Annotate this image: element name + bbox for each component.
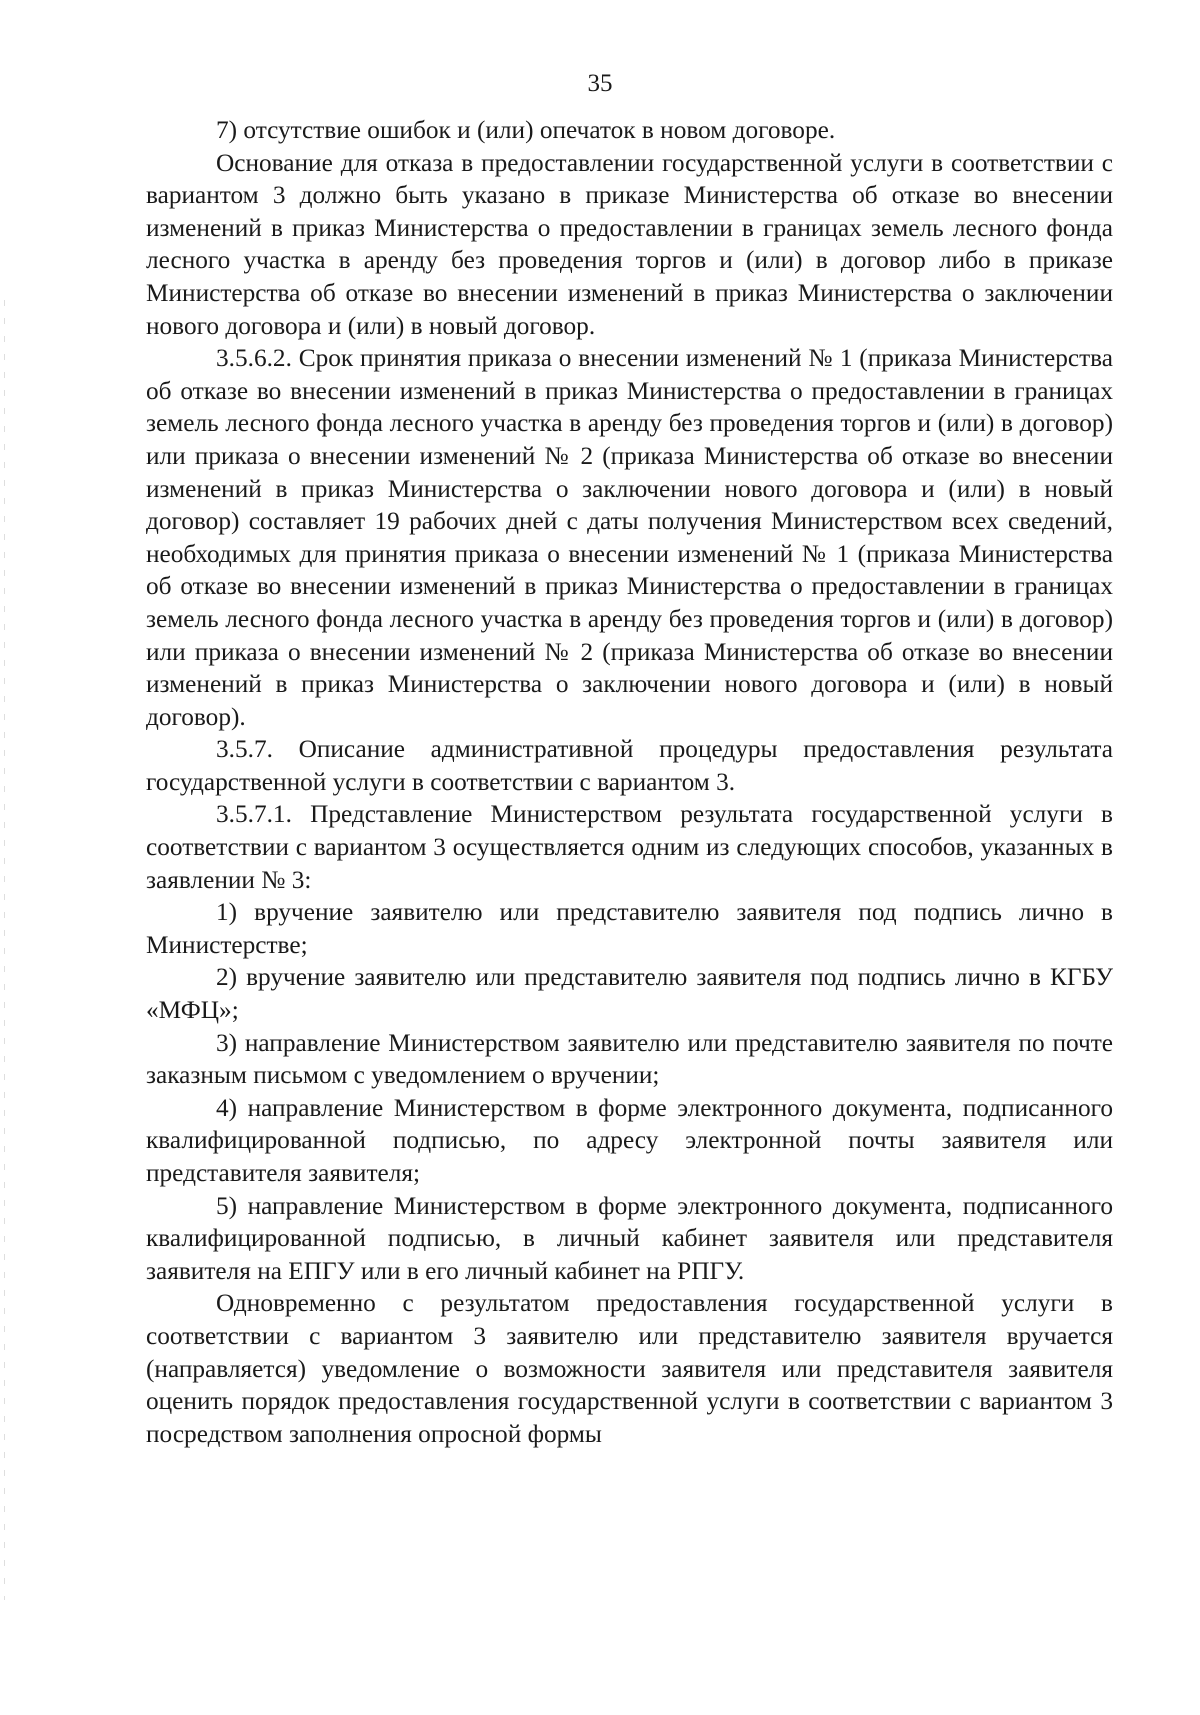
- paragraph-3-5-6-2: 3.5.6.2. Срок принятия приказа о внесении изменений № 1 (приказа Министерства об отказе во внесении изменений в приказ Министерства о предоставлении в границах земель лесного фонда лесного участка в аренду без проведения торгов и (или) в договор) или приказа о внесении изменений № 2 (приказа Министерства об отказе во внесении изменений в приказ Министерства о заключении нового договора и (или) в новый договор) составляет 19 рабочих дней с даты получения Министерством всех сведений, необходимых для принятия приказа о внесении изменений № 1 (приказа Министерства об отказе во внесении изменений в приказ Министерства о предоставлении в границах земель лесного фонда лесного участка в аренду без проведения торгов и (или) в договор) или приказа о внесении изменений № 2 (приказа Министерства об отказе во внесении изменений в приказ Министерства о заключении нового договора и (или) в новый договор).: [146, 344, 1113, 731]
- document-body: [146, 114, 1113, 1450]
- page-number: 35: [587, 70, 613, 97]
- list-item-1: 1) вручение заявителю или представителю заявителя под подпись лично в Министерстве;: [146, 898, 1113, 959]
- paragraph-3-5-7: 3.5.7. Описание административной процедуры предоставления результата государственной услуги в соответствии с вариантом 3.: [146, 735, 1113, 796]
- paragraph-simultaneously: Одновременно с результатом предоставления государственной услуги в соответствии с вариантом 3 заявителю или представителю заявителя вручается (направляется) уведомление о возможности заявителя или представителя заявителя оценить порядок предоставления государственной услуги в соответствии с вариантом 3 посредством заполнения опросной формы: [146, 1289, 1113, 1448]
- list-item-2: 2) вручение заявителю или представителю заявителя под подпись лично в КГБУ «МФЦ»;: [146, 963, 1113, 1025]
- list-item-4: 4) направление Министерством в форме электронного документа, подписанного квалифицированной подписью, по адресу электронной почты заявителя или представителя заявителя;: [146, 1093, 1113, 1187]
- paragraph-3-5-7-1: 3.5.7.1. Представление Министерством результата государственной услуги в соответствии с вариантом 3 осуществляется одним из следующих способов, указанных в заявлении № 3:: [146, 800, 1113, 894]
- list-item-3: 3) направление Министерством заявителю или представителю заявителя по почте заказным письмом с уведомлением о вручении;: [146, 1028, 1113, 1090]
- list-item-5: 5) направление Министерством в форме электронного документа, подписанного квалифицированной подписью, в личный кабинет заявителя или представителя заявителя на ЕПГУ или в его личный кабинет на РПГУ.: [146, 1191, 1113, 1285]
- paragraph-refusal-grounds: Основание для отказа в предоставлении государственной услуги в соответствии с вариантом 3 должно быть указано в приказе Министерства об отказе во внесении изменений в приказ Министерства о предоставлении в границах земель лесного фонда лесного участка в аренду без проведения торгов и (или) в договор либо в приказе Министерства об отказе во внесении изменений в приказ Министерства о заключении нового договора и (или) в новый договор.: [146, 148, 1113, 340]
- paragraph-item-7-no-errors: 7) отсутствие ошибок и (или) опечаток в новом договоре.: [216, 116, 836, 144]
- scan-edge-artifact: [4, 300, 5, 1600]
